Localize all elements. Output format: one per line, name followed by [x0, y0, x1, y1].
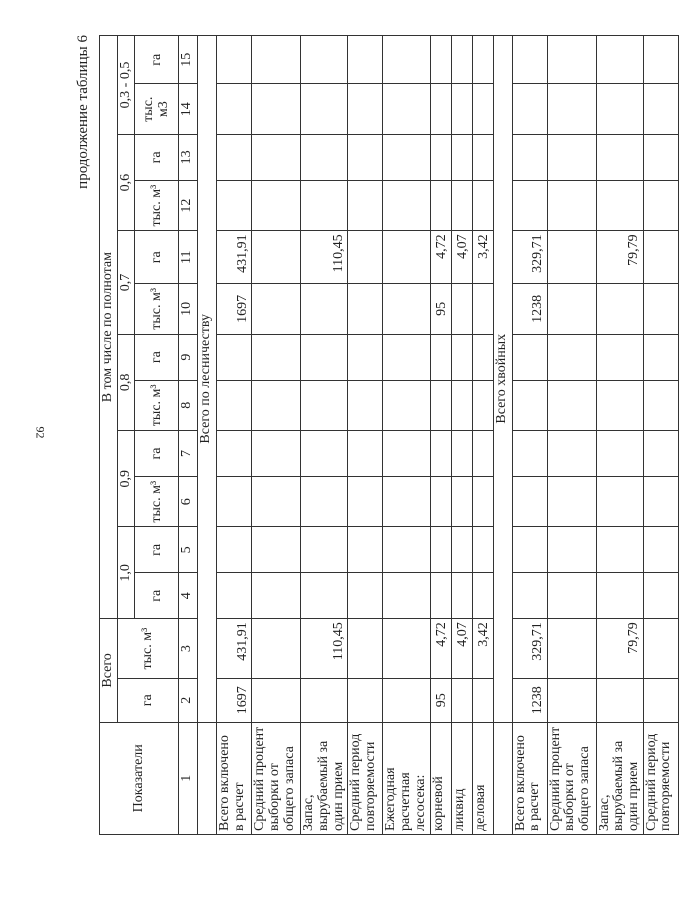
row-label: Всего включено в расчет [512, 722, 547, 834]
unit-ha: га [135, 231, 179, 284]
col-number: 4 [179, 573, 198, 619]
table-row [301, 36, 348, 835]
cell-total-volume: 4,72 [430, 619, 451, 679]
row-label: ликвид [451, 722, 472, 834]
col-number: 15 [179, 36, 198, 84]
unit-volume: тыс. м³ [135, 380, 179, 431]
unit-ha: га [135, 527, 179, 573]
unit-ha: га [135, 431, 179, 477]
table-row [451, 36, 472, 835]
cell-0-7-volume: 4,72 [430, 231, 451, 284]
col-number: 11 [179, 231, 198, 284]
table-sheet [75, 35, 674, 835]
header-by-density: В том числе по полнотам [100, 36, 118, 619]
row-label: Всего включено в расчет [217, 722, 252, 834]
col-number: 14 [179, 84, 198, 135]
cell-total-volume: 431,91 [217, 619, 252, 679]
header-density-0-6: 0,6 [117, 134, 135, 230]
cell-0-7-ha: 95 [430, 284, 451, 335]
density-table [99, 35, 679, 835]
cell-0-7-volume: 431,91 [217, 231, 252, 284]
cell-0-7-volume: 329,71 [512, 231, 547, 284]
unit-volume: тыс. м³ [135, 284, 179, 335]
row-label: Средний период повторяемости [348, 722, 383, 834]
cell-total-ha: 95 [430, 678, 451, 722]
header-total-volume: тыс. м³ [117, 619, 179, 679]
table-row [252, 36, 301, 835]
col-number: 12 [179, 180, 198, 231]
cell-total-volume: 3,42 [472, 619, 493, 679]
col-number: 5 [179, 527, 198, 573]
cell-total-ha: 1238 [512, 678, 547, 722]
table-row [430, 36, 451, 835]
col-number: 8 [179, 380, 198, 431]
col-number: 9 [179, 334, 198, 380]
cell-0-7-ha: 1238 [512, 284, 547, 335]
row-label: Средний процент выборки от общего запаса [547, 722, 596, 834]
col-number: 7 [179, 431, 198, 477]
row-label: Средний процент выборки от общего запаса [252, 722, 301, 834]
col-number: 13 [179, 134, 198, 180]
col-number: 3 [179, 619, 198, 679]
table-row [383, 36, 430, 835]
col-number: 10 [179, 284, 198, 335]
cell-total-volume: 79,79 [596, 619, 643, 679]
unit-volume: тыс. м³ [135, 476, 179, 527]
cell-total-volume: 4,07 [451, 619, 472, 679]
header-total: Всего [100, 619, 118, 722]
header-density-1-0: 1,0 [117, 527, 135, 619]
unit-ha: га [135, 36, 179, 84]
section-title: Всего хвойных [493, 36, 512, 723]
header-total-ha: га [117, 678, 179, 722]
row-label: Средний период повторяемости [643, 722, 678, 834]
table-row [348, 36, 383, 835]
cell-total-ha: 1697 [217, 678, 252, 722]
page-number: 92 [33, 426, 48, 439]
continuation-title: продолжение таблицы 6 [75, 35, 91, 189]
table-row [643, 36, 678, 835]
cell-0-7-ha: 1697 [217, 284, 252, 335]
header-indicator: Показатели [100, 722, 179, 834]
row-label: Ежегодная расчетная лесосека: [383, 722, 430, 834]
unit-volume: тыс. м³ [135, 180, 179, 231]
cell-total-volume: 110,45 [301, 619, 348, 679]
cell-0-7-volume: 110,45 [301, 231, 348, 284]
cell-total-volume: 329,71 [512, 619, 547, 679]
col-number: 1 [179, 722, 198, 834]
header-density-0-9: 0,9 [117, 431, 135, 527]
table-row [217, 36, 252, 835]
unit-ha: га [135, 134, 179, 180]
unit-ha: га [135, 573, 179, 619]
col-number: 2 [179, 678, 198, 722]
unit-volume: тыс. м3 [135, 84, 179, 135]
unit-ha: га [135, 334, 179, 380]
col-number: 6 [179, 476, 198, 527]
header-density-0-7: 0,7 [117, 231, 135, 334]
cell-0-7-volume: 3,42 [472, 231, 493, 284]
row-label: Запас, вырубаемый за один прием [596, 722, 643, 834]
table-row [512, 36, 547, 835]
row-label: деловая [472, 722, 493, 834]
cell-0-7-volume: 79,79 [596, 231, 643, 284]
row-label: Запас, вырубаемый за один прием [301, 722, 348, 834]
table-row [547, 36, 596, 835]
row-label: корневой [430, 722, 451, 834]
section-title: Всего по лесничеству [198, 36, 217, 723]
table-row [596, 36, 643, 835]
cell-0-7-volume: 4,07 [451, 231, 472, 284]
header-density-0-8: 0,8 [117, 334, 135, 430]
header-density-0-3-0-5: 0,3 - 0,5 [117, 36, 135, 135]
table-row [472, 36, 493, 835]
